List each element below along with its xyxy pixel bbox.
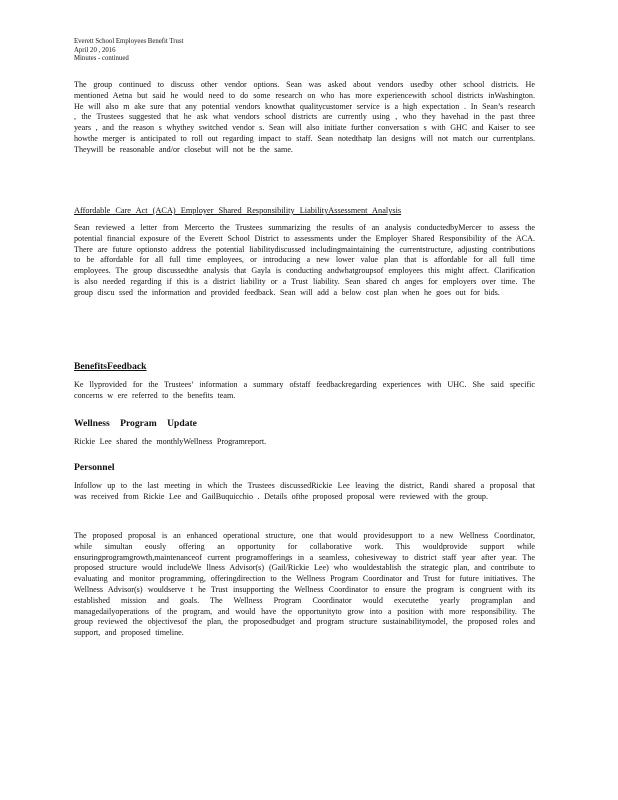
header-minutes-label: Minutes - continued [74, 55, 129, 63]
aca-section [74, 206, 535, 217]
personnel-proposal [74, 531, 535, 639]
benefits-feedback-section [74, 361, 535, 373]
aca-paragraph: Sean reviewed a letter from Mercerto the Trustees summarizing the results of an analysis conductedbyMercer to assess the potential financial exposure of the Everett School District to assessments under the Employer Shared Responsibility of the ACA. There are future optionsto address the potential liabilitydiscussed includingmaintaining the currentstructure, adjusting contributions to be affordable for all full time employees, or introducing a new lower value plan that is affordable for all full time employees. The group discussedthe analysis that Gayla is conducting andwhatgroupsof employees this might affect. Clarification is also needed regarding if this is a district liability or a Trust liability. Sean shared ch anges for employers over time. The group discu ssed the information and provided feedback. Sean will add a below cost plan when he goes out for bids. [74, 223, 535, 297]
personnel-section [74, 462, 535, 474]
benefits-feedback-body [74, 380, 535, 402]
personnel-body [74, 481, 535, 503]
wellness-section [74, 418, 535, 430]
vendors-paragraph: The group continued to discuss other vendor options. Sean was asked about vendors usedby other school districts. He mentioned Aetna but said he would need to do some research on who has more experiencewith school districts inWashington. He will also m ake sure that any potential vendors knowthat qualitycustomer service is a high expectation . In Sean’s research , the Trustees suggested that he ask what vendors school districts are currently using , who they havehad in the past three years , and the reason s whythey switched vendor s. Sean will also initiate further conversation s with GHC and Kaiser to see howthe merger is anticipated to roll out regarding impact to staff. Sean notedthatp lan designs will not match our currentplans. Theywill be reasonable and/or closebut will not be the same. [74, 80, 535, 154]
benefits-feedback-heading: BenefitsFeedback [74, 361, 147, 372]
personnel-paragraph-1: Infollow up to the last meeting in which the Trustees discussedRickie Lee leaving the district, Randi shared a proposal that was received from Rickie Lee and GailBuquicchio . Details ofthe proposed proposal were reviewed with the group. [74, 481, 535, 501]
wellness-paragraph: Rickie Lee shared the monthlyWellness Programreport. [74, 437, 267, 446]
aca-body [74, 223, 535, 299]
personnel-heading: Personnel [74, 462, 115, 473]
vendors-section [74, 80, 535, 156]
benefits-feedback-paragraph: Ke llyprovided for the Trustees’ information a summary ofstaff feedbackregarding experiences with UHC. She said specific concerns w ere referred to the benefits team. [74, 380, 535, 400]
minutes-header [74, 38, 184, 64]
wellness-heading: Wellness Program Update [74, 418, 197, 429]
wellness-body [74, 437, 535, 448]
aca-heading: Affordable Care Act (ACA) Employer Shared Responsibility LiabilityAssessment Analysis [74, 206, 402, 215]
header-date: April 20 , 2016 [74, 46, 116, 54]
personnel-paragraph-2: The proposed proposal is an enhanced operational structure, one that would providesupport to a new Wellness Coordinator, while simultan eously offering an opportunity for collaborative work. This wouldprovide support while ensuringprogramgrowth,maintenanceof current programofferings in a seamless, cohesiveway to district staff year after year. The proposed structure would includeWe llness Advisor(s) (Gail/Rickie Lee) who wouldestablish the strategic plan, and contribute to evaluating and monitor programming, offeringdirection to the Wellness Program Coordinator and Trust for future initiatives. The Wellness Advisor(s) wouldserve t he Trust insupporting the Wellness Coordinator to ensure the program is congruent with its established mission and goals. The Wellness Program Coordinator would executethe yearly programplan and managedailyoperations of the program, and would have the opportunityto grow into a position with more responsibility. The group reviewed the objectivesof the plan, the proposedbudget and program structure sustainabilitymodel, the proposed roles and support, and proposed timeline. [74, 531, 535, 638]
header-organization: Everett School Employees Benefit Trust [74, 38, 184, 45]
